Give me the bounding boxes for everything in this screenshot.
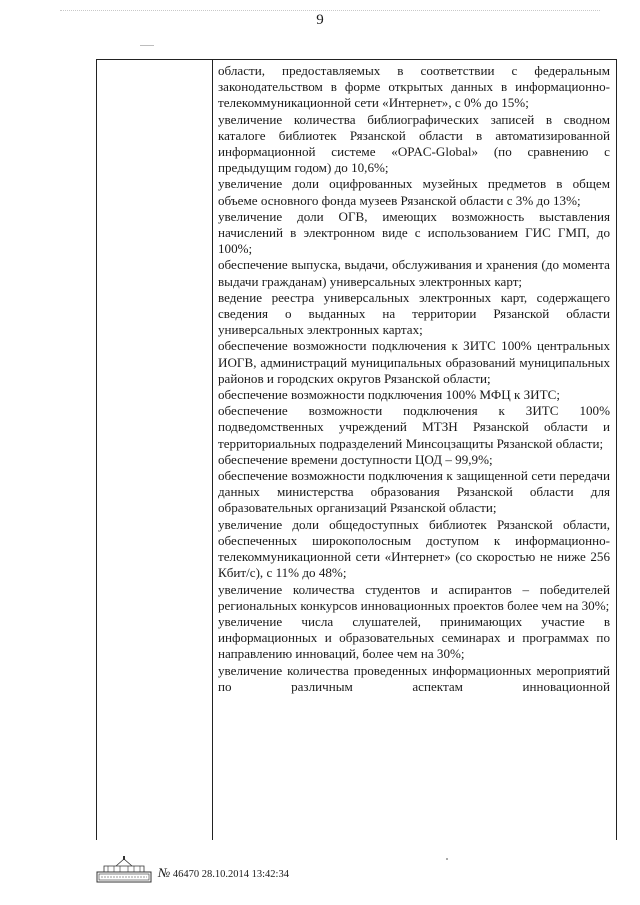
building-stamp-icon xyxy=(96,855,152,883)
paragraph: обеспечение времени доступности ЦОД – 99,9%; xyxy=(218,451,493,467)
paragraph: увеличение количества библиографических записей в сводном каталоге библиотек Рязанской области в автоматизированной информационной системе «OPAC-Global» (по сравнению с предыдущим годом) до 10,6%; xyxy=(218,111,610,176)
paragraph: увеличение доли общедоступных библиотек Рязанской области, обеспеченных широкополосным доступом к информационно-телекоммуникационной сети «Интернет» (со скоростью не ниже 256 Кбит/с), с 11% до 48%; xyxy=(218,516,610,581)
page-number: 9 xyxy=(316,12,324,28)
document-footer xyxy=(96,855,396,885)
paragraph: обеспечение возможности подключения 100% МФЦ к ЗИТС; xyxy=(218,387,560,403)
document-datetime: 28.10.2014 13:42:34 xyxy=(201,869,289,880)
table-frame xyxy=(96,59,617,840)
paragraph: увеличение доли оцифрованных музейных предметов в общем объеме основного фонда музеев Рязанской области с 3% до 13%; xyxy=(218,176,610,208)
paragraph: увеличение количества студентов и аспирантов – победителей региональных конкурсов инновационных проектов более чем на 30%; xyxy=(218,581,610,613)
paragraph: обеспечение возможности подключения к ЗИТС 100% центральных ИОГВ, администраций муниципальных образований муниципальных районов и городских округов Рязанской области; xyxy=(218,338,610,386)
paragraph: обеспечение выпуска, выдачи, обслуживания и хранения (до момента выдачи гражданам) универсальных электронных карт; xyxy=(218,257,610,289)
scan-noise-dot xyxy=(446,858,448,860)
paragraph: увеличение доли ОГВ, имеющих возможность выставления начислений в электронном виде с использованием ГИС ГМП, до 100%; xyxy=(218,208,610,257)
table-cell-text xyxy=(218,63,610,695)
paragraph: области, предоставляемых в соответствии с федеральным законодательством в форме открытых данных в информационно-телекоммуникационной сети «Интернет», с 0% до 15%; xyxy=(218,63,610,111)
paragraph: увеличение количества проведенных информационных мероприятий по различным аспектам инновационной xyxy=(218,662,610,694)
document-id xyxy=(158,865,289,881)
paragraph: увеличение числа слушателей, принимающих участие в информационных и образовательных семинарах и программах по направлению инноваций, более чем на 30%; xyxy=(218,613,610,662)
document-number: 46470 xyxy=(172,869,200,880)
column-divider xyxy=(212,60,213,840)
paragraph: обеспечение возможности подключения к защищенной сети передачи данных министерства образования Рязанской области для образовательных организаций Рязанской области; xyxy=(218,468,610,516)
number-sign: № xyxy=(158,865,171,880)
paragraph: ведение реестра универсальных электронных карт, содержащего сведения о выданных на территории Рязанской области универсальных электронных картах; xyxy=(218,289,610,338)
scan-noise-mark xyxy=(140,45,154,46)
paragraph: обеспечение возможности подключения к ЗИТС 100% подведомственных учреждений МТЗН Рязанской области и территориальных подразделений Минсоцзащиты Рязанской области; xyxy=(218,403,610,451)
